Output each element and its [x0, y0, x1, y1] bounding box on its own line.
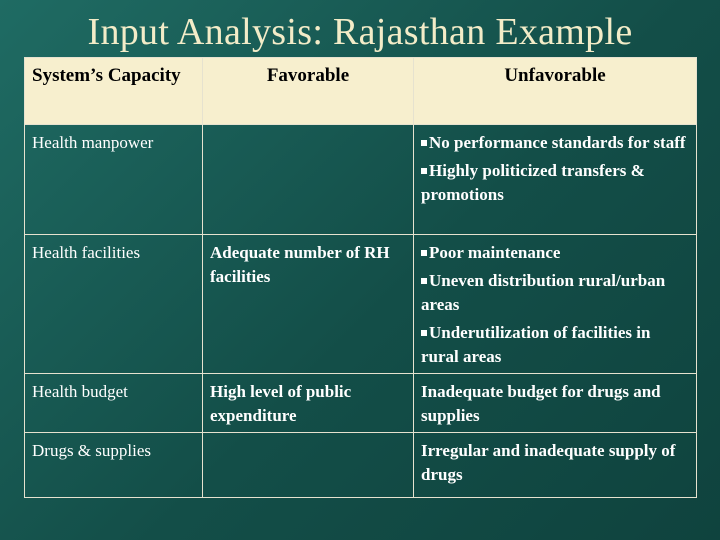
- unfavorable-item-text: Uneven distribution rural/urban areas: [421, 271, 666, 314]
- square-bullet-icon: [421, 250, 427, 256]
- unfavorable-item: [421, 159, 689, 207]
- unfavorable-cell: Inadequate budget for drugs and supplies: [414, 374, 697, 433]
- table-row: [25, 125, 697, 235]
- unfavorable-item-text: Poor maintenance: [429, 243, 561, 262]
- table-row: [25, 374, 697, 433]
- input-analysis-table: [24, 57, 697, 498]
- favorable-cell: [203, 433, 414, 498]
- square-bullet-icon: [421, 140, 427, 146]
- unfavorable-item: [421, 321, 689, 369]
- unfavorable-item-text: Underutilization of facilities in rural areas: [421, 323, 651, 366]
- unfavorable-item-text: No performance standards for staff: [429, 133, 686, 152]
- table-row: [25, 235, 697, 374]
- capacity-cell: Drugs & supplies: [25, 433, 203, 498]
- header-systems-capacity: System’s Capacity: [25, 58, 203, 125]
- capacity-cell: Health budget: [25, 374, 203, 433]
- capacity-cell: Health manpower: [25, 125, 203, 235]
- favorable-cell: [203, 125, 414, 235]
- favorable-cell: Adequate number of RH facilities: [203, 235, 414, 374]
- header-favorable: Favorable: [203, 58, 414, 125]
- unfavorable-item: [421, 131, 689, 155]
- slide-title: Input Analysis: Rajasthan Example: [87, 11, 633, 53]
- square-bullet-icon: [421, 168, 427, 174]
- favorable-cell: High level of public expenditure: [203, 374, 414, 433]
- unfavorable-item: [421, 269, 689, 317]
- unfavorable-cell: [414, 235, 697, 374]
- table-row: [25, 433, 697, 498]
- unfavorable-cell: Irregular and inadequate supply of drugs: [414, 433, 697, 498]
- unfavorable-item-text: Highly politicized transfers & promotions: [421, 161, 645, 204]
- unfavorable-item: [421, 241, 689, 265]
- capacity-cell: Health facilities: [25, 235, 203, 374]
- table-header-row: [25, 58, 697, 125]
- unfavorable-cell: [414, 125, 697, 235]
- header-unfavorable: Unfavorable: [414, 58, 697, 125]
- square-bullet-icon: [421, 278, 427, 284]
- square-bullet-icon: [421, 330, 427, 336]
